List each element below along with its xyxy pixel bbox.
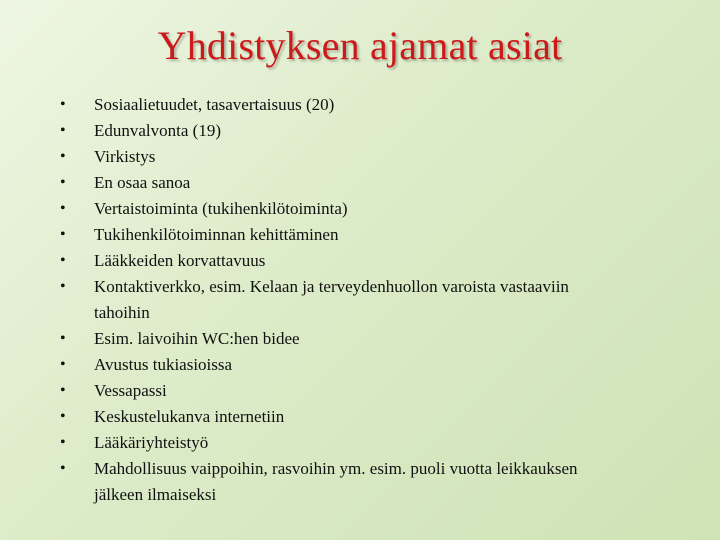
bullet-icon: • [60,356,66,373]
list-item-text: Tukihenkilötoiminnan kehittäminen [94,225,339,244]
list-item-text: Vertaistoiminta (tukihenkilötoiminta) [94,199,348,218]
bullet-icon: • [60,278,66,295]
list-item-text-continuation: jälkeen ilmaiseksi [94,485,217,504]
list-item [60,326,700,352]
bullet-icon: • [60,174,66,191]
list-item [60,430,700,456]
bullet-icon: • [60,148,66,165]
bullet-icon: • [60,96,66,113]
list-item-text: Vessapassi [94,381,167,400]
list-item [60,196,700,222]
list-item [60,248,700,274]
slide-title: Yhdistyksen ajamat asiat [157,23,563,68]
bullet-icon: • [60,200,66,217]
list-item-text: Esim. laivoihin WC:hen bidee [94,329,300,348]
list-item-text: Virkistys [94,147,156,166]
bullet-icon: • [60,408,66,425]
list-item-text: Lääkäriyhteistyö [94,433,209,452]
list-item [60,274,700,326]
bullet-list [60,92,700,508]
list-item-text: En osaa sanoa [94,173,191,192]
list-item-text: Lääkkeiden korvattavuus [94,251,266,270]
bullet-icon: • [60,252,66,269]
list-item [60,118,700,144]
list-item [60,144,700,170]
list-item [60,92,700,118]
list-item-text: Sosiaalietuudet, tasavertaisuus (20) [94,95,335,114]
bullet-icon: • [60,226,66,243]
list-item [60,378,700,404]
list-item-text: Avustus tukiasioissa [94,355,233,374]
list-item [60,352,700,378]
list-item [60,456,700,508]
bullet-icon: • [60,434,66,451]
list-item-text: Kontaktiverkko, esim. Kelaan ja terveydenhuollon varoista vastaaviin [94,277,569,296]
list-item-text: Keskustelukanva internetiin [94,407,285,426]
bullet-icon: • [60,122,66,139]
bullet-icon: • [60,460,66,477]
list-item-text-continuation: tahoihin [94,303,150,322]
list-item [60,170,700,196]
bullet-icon: • [60,382,66,399]
list-item-text: Edunvalvonta (19) [94,121,221,140]
list-item [60,404,700,430]
list-item-text: Mahdollisuus vaippoihin, rasvoihin ym. esim. puoli vuotta leikkauksen [94,459,578,478]
list-item [60,222,700,248]
bullet-icon: • [60,330,66,347]
